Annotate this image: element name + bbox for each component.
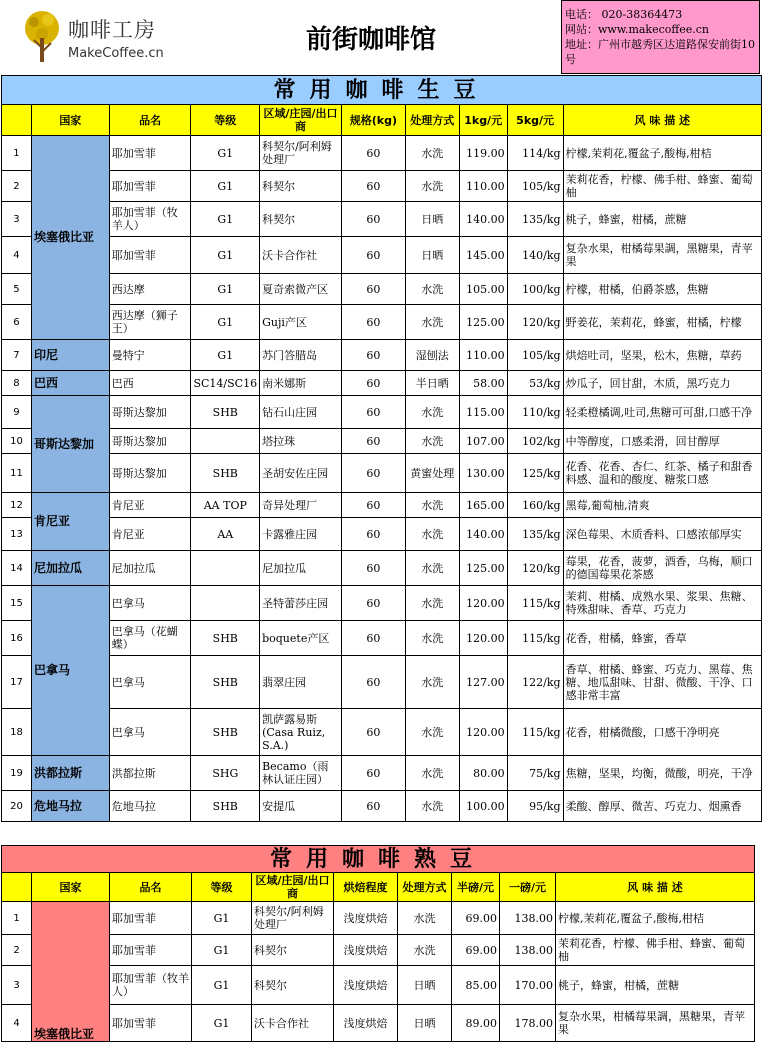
price-5kg: 120/kg [507, 305, 563, 340]
column-header: 国家 [32, 873, 110, 902]
row-number: 2 [2, 935, 32, 966]
spec: 60 [341, 551, 405, 586]
process: 水洗 [405, 171, 459, 202]
flavor: 柠檬,茉莉花,覆盆子,酸梅,柑桔 [556, 902, 755, 935]
row-number: 6 [2, 305, 32, 340]
bean-name: 西达摩（狮子王） [109, 305, 191, 340]
process: 水洗 [405, 136, 459, 171]
bean-name: 洪都拉斯 [109, 756, 191, 791]
bean-name: 巴拿马 [109, 709, 191, 756]
column-header: 处理方式 [398, 873, 452, 902]
column-header: 烘焙程度 [334, 873, 398, 902]
spec: 60 [341, 518, 405, 551]
price-5kg: 140/kg [507, 237, 563, 274]
region: 科契尔/阿利姆处理厂 [252, 902, 334, 935]
grade: G1 [191, 136, 260, 171]
column-header: 品名 [110, 873, 192, 902]
price-pound: 138.00 [500, 935, 556, 966]
region: 圣特蕾莎庄园 [260, 586, 342, 621]
price-5kg: 135/kg [507, 518, 563, 551]
region: 科契尔/阿利姆处理厂 [260, 136, 342, 171]
flavor: 桃子，蜂蜜，柑橘，蔗糖 [563, 202, 761, 237]
row-number: 1 [2, 902, 32, 935]
price-5kg: 115/kg [507, 709, 563, 756]
flavor: 花香，柑橘微酸，口感干净明亮 [563, 709, 761, 756]
table-row [2, 136, 762, 171]
row-number: 4 [2, 237, 32, 274]
price-1kg: 120.00 [459, 709, 507, 756]
spec: 60 [341, 237, 405, 274]
column-header: 区域/庄园/出口商 [252, 873, 334, 902]
table-row [2, 171, 762, 202]
country-cell: 洪都拉斯 [31, 756, 109, 791]
bean-name: 耶加雪菲 [110, 935, 192, 966]
logo [2, 2, 182, 72]
row-number: 8 [2, 371, 32, 396]
price-pound: 170.00 [500, 966, 556, 1005]
bean-name: 巴拿马 [109, 656, 191, 709]
country-cell: 埃塞俄比亚 [32, 902, 110, 1042]
bean-name: 耶加雪菲 [110, 902, 192, 935]
spec: 60 [341, 709, 405, 756]
price-1kg: 58.00 [459, 371, 507, 396]
column-header: 规格(kg) [341, 105, 405, 136]
region: Becamo（雨林认证庄园） [260, 756, 342, 791]
table-row [2, 656, 762, 709]
flavor: 黑莓,葡萄柚,清爽 [563, 493, 761, 518]
flavor: 柠檬,茉莉花,覆盆子,酸梅,柑桔 [563, 136, 761, 171]
grade: SHB [191, 709, 260, 756]
process: 水洗 [405, 656, 459, 709]
grade: G1 [192, 902, 252, 935]
table-row [2, 429, 762, 454]
row-number: 10 [2, 429, 32, 454]
spec: 60 [341, 493, 405, 518]
price-1kg: 125.00 [459, 551, 507, 586]
region: 科契尔 [260, 202, 342, 237]
price-1kg: 110.00 [459, 340, 507, 371]
spec: 60 [341, 171, 405, 202]
region: 卡露雅庄园 [260, 518, 342, 551]
row-number: 11 [2, 454, 32, 493]
phone-line: 电话： 020-38364473 [565, 8, 683, 21]
price-1kg: 140.00 [459, 518, 507, 551]
country-cell: 尼加拉瓜 [31, 551, 109, 586]
flavor: 桃子，蜂蜜，柑橘，蔗糖 [556, 966, 755, 1005]
spec: 60 [341, 340, 405, 371]
table-row [2, 621, 762, 656]
column-header: 品名 [109, 105, 191, 136]
bean-name: 巴拿马 [109, 586, 191, 621]
green-title-row [2, 76, 762, 105]
price-5kg: 115/kg [507, 621, 563, 656]
price-5kg: 95/kg [507, 791, 563, 822]
price-1kg: 130.00 [459, 454, 507, 493]
price-pound: 178.00 [500, 1005, 556, 1042]
region: 圣胡安佐庄园 [260, 454, 342, 493]
address-line: 地址：广州市越秀区达道路保安前街10号 [565, 38, 755, 66]
table-row [2, 454, 762, 493]
row-number: 3 [2, 202, 32, 237]
region: 奇异处理厂 [260, 493, 342, 518]
region: 沃卡合作社 [260, 237, 342, 274]
price-5kg: 160/kg [507, 493, 563, 518]
table-row [2, 518, 762, 551]
header-index [2, 873, 32, 902]
flavor: 炒瓜子，回甘甜，木质，黑巧克力 [563, 371, 761, 396]
spec: 60 [341, 305, 405, 340]
price-1kg: 140.00 [459, 202, 507, 237]
row-number: 4 [2, 1005, 32, 1042]
bean-name: 耶加雪菲 [109, 171, 191, 202]
region: 南米娜斯 [260, 371, 342, 396]
roast-level: 浅度烘焙 [334, 935, 398, 966]
spec: 60 [341, 756, 405, 791]
table-row [2, 966, 755, 1005]
table-row [2, 935, 755, 966]
flavor: 花香，柑橘，蜂蜜，香草 [563, 621, 761, 656]
row-number: 12 [2, 493, 32, 518]
grade [191, 551, 260, 586]
row-number: 5 [2, 274, 32, 305]
row-number: 7 [2, 340, 32, 371]
grade: G1 [192, 1005, 252, 1042]
table-row [2, 493, 762, 518]
process: 水洗 [405, 791, 459, 822]
process: 水洗 [405, 518, 459, 551]
spec: 60 [341, 202, 405, 237]
row-number: 2 [2, 171, 32, 202]
price-5kg: 120/kg [507, 551, 563, 586]
price-half-pound: 69.00 [452, 902, 500, 935]
process: 湿刨法 [405, 340, 459, 371]
grade: G1 [191, 340, 260, 371]
price-5kg: 105/kg [507, 171, 563, 202]
column-header: 处理方式 [405, 105, 459, 136]
row-number: 17 [2, 656, 32, 709]
grade: SC14/SC16 [191, 371, 260, 396]
spec: 60 [341, 621, 405, 656]
country-cell: 哥斯达黎加 [31, 396, 109, 493]
table-row [2, 371, 762, 396]
price-half-pound: 69.00 [452, 935, 500, 966]
column-header: 1kg/元 [459, 105, 507, 136]
spec: 60 [341, 586, 405, 621]
region: 苏门答腊岛 [260, 340, 342, 371]
price-1kg: 165.00 [459, 493, 507, 518]
grade: AA TOP [191, 493, 260, 518]
table-row [2, 305, 762, 340]
process: 水洗 [405, 396, 459, 429]
table-row [2, 237, 762, 274]
flavor: 茉莉花香，柠檬、佛手柑、蜂蜜、葡萄柚 [563, 171, 761, 202]
grade: SHB [191, 396, 260, 429]
table-row [2, 274, 762, 305]
column-header: 等级 [192, 873, 252, 902]
spec: 60 [341, 274, 405, 305]
grade: G1 [191, 171, 260, 202]
column-header: 一磅/元 [500, 873, 556, 902]
grade: SHB [191, 656, 260, 709]
price-1kg: 80.00 [459, 756, 507, 791]
grade: G1 [191, 237, 260, 274]
region: 夏奇索微产区 [260, 274, 342, 305]
price-1kg: 120.00 [459, 621, 507, 656]
grade: G1 [191, 274, 260, 305]
region: Guji产区 [260, 305, 342, 340]
country-cell: 埃塞俄比亚 [31, 136, 109, 340]
green-section-title: 常用咖啡生豆 [2, 76, 762, 105]
price-1kg: 100.00 [459, 791, 507, 822]
region: boquete产区 [260, 621, 342, 656]
process: 水洗 [398, 935, 452, 966]
grade: SHG [191, 756, 260, 791]
flavor: 柠檬，柑橘，伯爵茶感，焦糖 [563, 274, 761, 305]
bean-name: 巴拿马（花蝴蝶） [109, 621, 191, 656]
spec: 60 [341, 791, 405, 822]
process: 水洗 [405, 621, 459, 656]
bean-name: 哥斯达黎加 [109, 429, 191, 454]
roasted-section-title: 常用咖啡熟豆 [2, 846, 755, 873]
table-row [2, 1005, 755, 1042]
flavor: 复杂水果，柑橘莓果調，黑糖果，青苹果 [563, 237, 761, 274]
grade: SHB [191, 454, 260, 493]
process: 日晒 [405, 237, 459, 274]
price-1kg: 115.00 [459, 396, 507, 429]
region: 塔拉珠 [260, 429, 342, 454]
row-number: 18 [2, 709, 32, 756]
row-number: 14 [2, 551, 32, 586]
grade: AA [191, 518, 260, 551]
bean-name: 肯尼亚 [109, 493, 191, 518]
flavor: 中等醇度，口感柔滑，回甘醇厚 [563, 429, 761, 454]
price-1kg: 119.00 [459, 136, 507, 171]
region: 翡翠庄园 [260, 656, 342, 709]
table-row [2, 586, 762, 621]
flavor: 轻柔橙橘调,吐司,焦糖可可甜,口感干净 [563, 396, 761, 429]
region: 安提瓜 [260, 791, 342, 822]
flavor: 深色莓果、木质香料、口感浓郁厚实 [563, 518, 761, 551]
row-number: 15 [2, 586, 32, 621]
process: 黄蜜处理 [405, 454, 459, 493]
grade [191, 429, 260, 454]
price-5kg: 135/kg [507, 202, 563, 237]
process: 水洗 [405, 274, 459, 305]
bean-name: 耶加雪菲 [109, 237, 191, 274]
roast-level: 浅度烘焙 [334, 902, 398, 935]
price-1kg: 107.00 [459, 429, 507, 454]
price-5kg: 53/kg [507, 371, 563, 396]
grade: G1 [192, 935, 252, 966]
price-1kg: 125.00 [459, 305, 507, 340]
roasted-header-row [2, 873, 755, 902]
header-index [2, 105, 32, 136]
row-number: 20 [2, 791, 32, 822]
table-row [2, 902, 755, 935]
column-header: 等级 [191, 105, 260, 136]
tree-logo-icon [24, 10, 60, 64]
logo-english-name: MakeCoffee.cn [68, 46, 164, 61]
row-number: 19 [2, 756, 32, 791]
spec: 60 [341, 656, 405, 709]
price-5kg: 110/kg [507, 396, 563, 429]
region: 凯萨露易斯(Casa Ruiz, S.A.) [260, 709, 342, 756]
flavor: 茉莉、柑橘、成熟水果、浆果、焦糖、特殊甜味、香草、巧克力 [563, 586, 761, 621]
price-5kg: 115/kg [507, 586, 563, 621]
region: 沃卡合作社 [252, 1005, 334, 1042]
region: 科契尔 [252, 966, 334, 1005]
bean-name: 曼特宁 [109, 340, 191, 371]
price-1kg: 105.00 [459, 274, 507, 305]
table-row [2, 709, 762, 756]
spec: 60 [341, 454, 405, 493]
price-1kg: 127.00 [459, 656, 507, 709]
bean-name: 哥斯达黎加 [109, 454, 191, 493]
bean-name: 危地马拉 [109, 791, 191, 822]
table-row [2, 202, 762, 237]
grade [191, 586, 260, 621]
column-header: 风 味 描 述 [556, 873, 755, 902]
bean-name: 肯尼亚 [109, 518, 191, 551]
price-5kg: 122/kg [507, 656, 563, 709]
green-header-row [2, 105, 762, 136]
contact-box [561, 0, 760, 74]
process: 水洗 [405, 586, 459, 621]
country-cell: 巴拿马 [31, 586, 109, 756]
price-half-pound: 89.00 [452, 1005, 500, 1042]
country-cell: 肯尼亚 [31, 493, 109, 551]
process: 水洗 [405, 305, 459, 340]
grade: SHB [191, 791, 260, 822]
price-half-pound: 85.00 [452, 966, 500, 1005]
flavor: 焦糖，坚果，均衡，微酸，明亮，干净 [563, 756, 761, 791]
table-row [2, 551, 762, 586]
header [0, 0, 762, 74]
flavor: 花香、花香、杏仁、红茶、橘子和甜香料感、温和的酸度、糖浆口感 [563, 454, 761, 493]
roast-level: 浅度烘焙 [334, 966, 398, 1005]
price-5kg: 102/kg [507, 429, 563, 454]
column-header: 国家 [31, 105, 109, 136]
price-5kg: 114/kg [507, 136, 563, 171]
region: 科契尔 [252, 935, 334, 966]
flavor: 柔酸、醇厚、微苦、巧克力、烟熏香 [563, 791, 761, 822]
process: 水洗 [405, 709, 459, 756]
price-5kg: 125/kg [507, 454, 563, 493]
price-1kg: 120.00 [459, 586, 507, 621]
grade: G1 [192, 966, 252, 1005]
flavor: 香草、柑橘、蜂蜜、巧克力、黑莓、焦糖、地瓜甜味、甘甜、微酸、干净、口感非常丰富 [563, 656, 761, 709]
country-cell: 巴西 [31, 371, 109, 396]
process: 水洗 [405, 551, 459, 586]
region: 尼加拉瓜 [260, 551, 342, 586]
column-header: 风 味 描 述 [563, 105, 761, 136]
column-header: 区域/庄园/出口商 [260, 105, 342, 136]
bean-name: 巴西 [109, 371, 191, 396]
shop-name: 前街咖啡馆 [305, 24, 436, 55]
logo-chinese-name: 咖啡工房 [68, 18, 156, 42]
country-cell: 印尼 [31, 340, 109, 371]
flavor: 茉莉花香，柠檬、佛手柑、蜂蜜、葡萄柚 [556, 935, 755, 966]
column-header: 半磅/元 [452, 873, 500, 902]
price-5kg: 105/kg [507, 340, 563, 371]
process: 水洗 [405, 756, 459, 791]
table-row [2, 396, 762, 429]
price-5kg: 75/kg [507, 756, 563, 791]
table-row [2, 756, 762, 791]
bean-name: 耶加雪菲 [110, 1005, 192, 1042]
spec: 60 [341, 371, 405, 396]
region: 科契尔 [260, 171, 342, 202]
row-number: 16 [2, 621, 32, 656]
green-bean-table [1, 75, 762, 822]
roasted-title-row [2, 846, 755, 873]
bean-name: 西达摩 [109, 274, 191, 305]
price-5kg: 100/kg [507, 274, 563, 305]
flavor: 野姜花，茉莉花，蜂蜜，柑橘，柠檬 [563, 305, 761, 340]
spec: 60 [341, 396, 405, 429]
spec: 60 [341, 136, 405, 171]
process: 水洗 [398, 902, 452, 935]
spec: 60 [341, 429, 405, 454]
bean-name: 耶加雪菲（牧羊人） [110, 966, 192, 1005]
table-row [2, 791, 762, 822]
bean-name: 哥斯达黎加 [109, 396, 191, 429]
flavor: 烘焙吐司，坚果，松木，焦糖，草药 [563, 340, 761, 371]
row-number: 1 [2, 136, 32, 171]
row-number: 3 [2, 966, 32, 1005]
grade: SHB [191, 621, 260, 656]
website-line: 网站：www.makecoffee.cn [565, 23, 709, 36]
process: 日晒 [398, 1005, 452, 1042]
row-number: 9 [2, 396, 32, 429]
roast-level: 浅度烘焙 [334, 1005, 398, 1042]
bean-name: 耶加雪菲 [109, 136, 191, 171]
country-cell: 危地马拉 [31, 791, 109, 822]
region: 钻石山庄园 [260, 396, 342, 429]
flavor: 莓果，花香，菠萝，酒香，乌梅，顺口的德国莓果花茶感 [563, 551, 761, 586]
roasted-bean-table [1, 845, 755, 1042]
grade: G1 [191, 202, 260, 237]
process: 日晒 [405, 202, 459, 237]
row-number: 13 [2, 518, 32, 551]
bean-name: 耶加雪菲（牧羊人） [109, 202, 191, 237]
process: 半日晒 [405, 371, 459, 396]
table-row [2, 340, 762, 371]
price-1kg: 110.00 [459, 171, 507, 202]
process: 水洗 [405, 429, 459, 454]
column-header: 5kg/元 [507, 105, 563, 136]
grade: G1 [191, 305, 260, 340]
price-pound: 138.00 [500, 902, 556, 935]
process: 日晒 [398, 966, 452, 1005]
flavor: 复杂水果，柑橘莓果調，黑糖果，青苹果 [556, 1005, 755, 1042]
process: 水洗 [405, 493, 459, 518]
bean-name: 尼加拉瓜 [109, 551, 191, 586]
price-1kg: 145.00 [459, 237, 507, 274]
